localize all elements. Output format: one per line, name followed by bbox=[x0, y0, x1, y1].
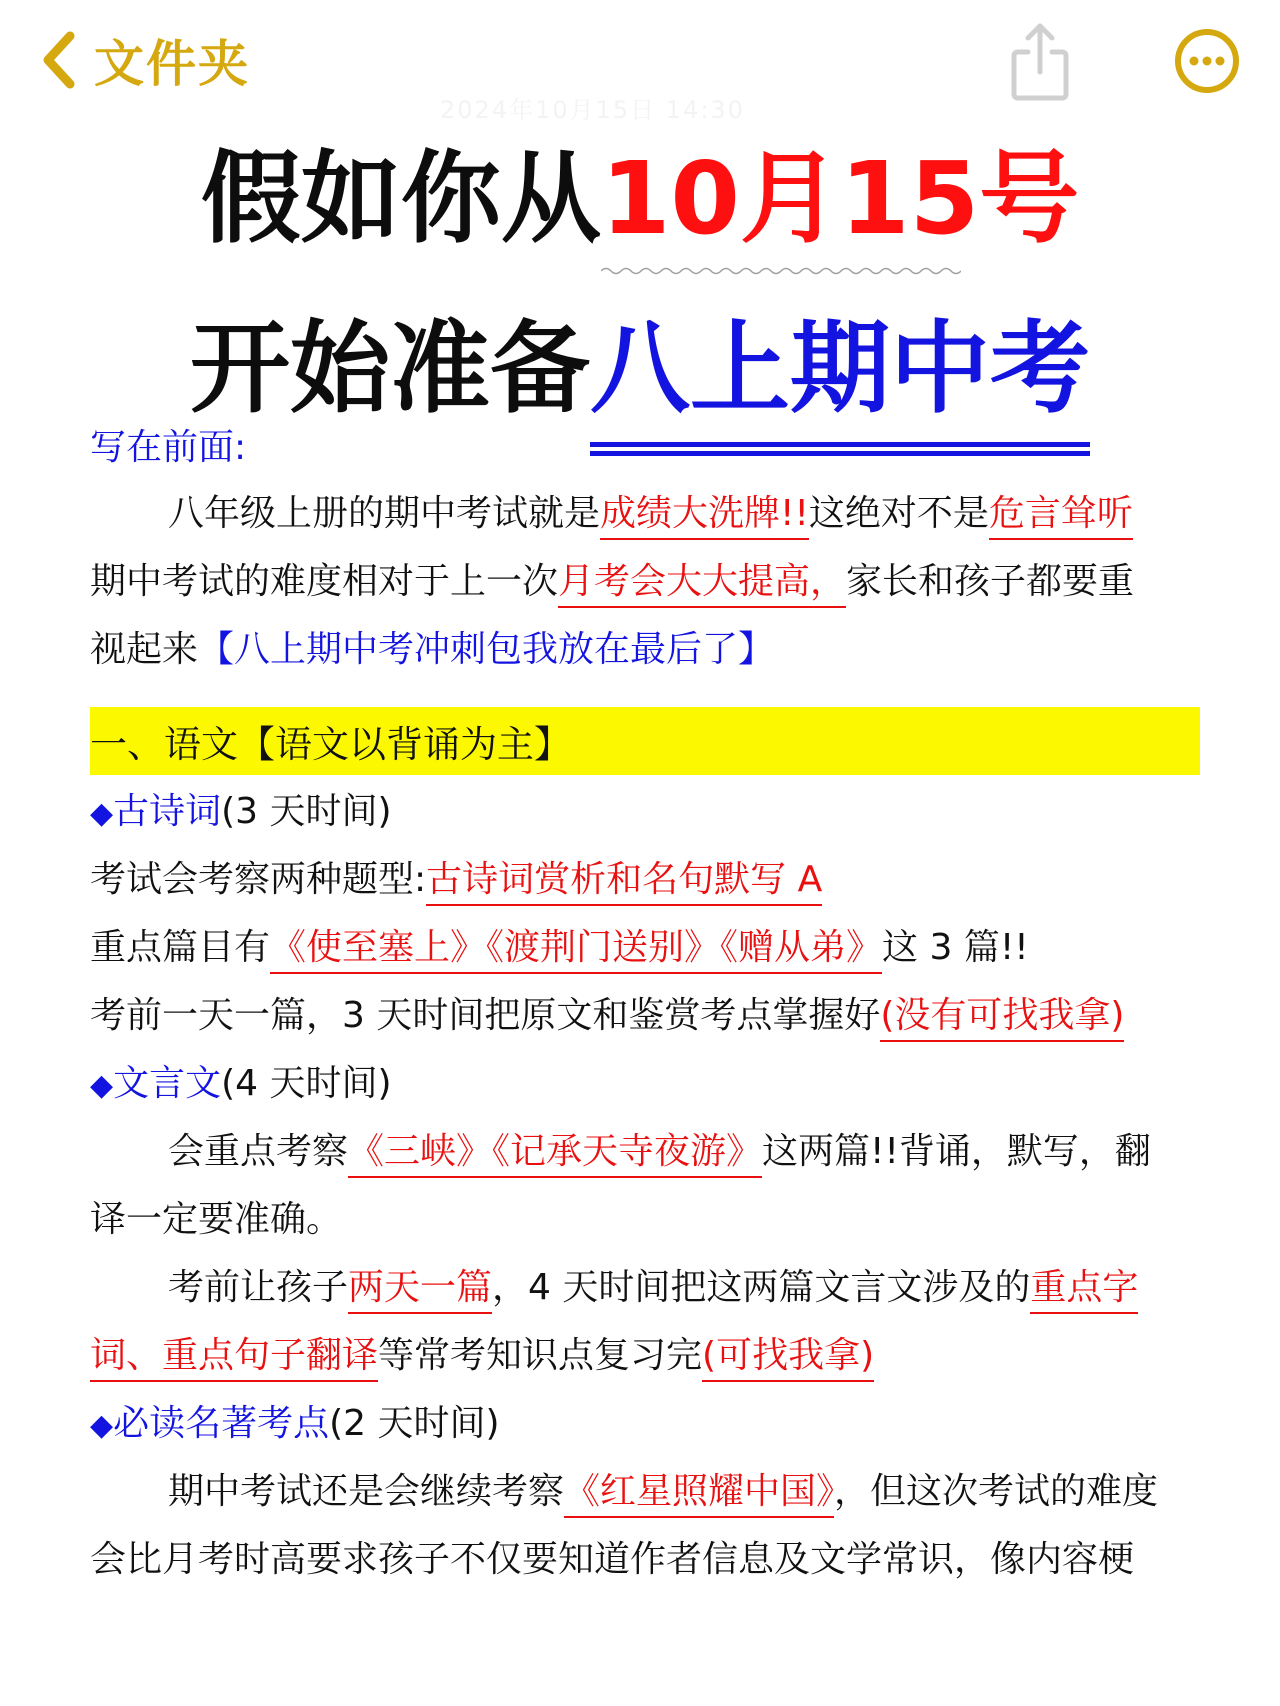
section-title-chinese: 一、语文【语文以背诵为主】 bbox=[90, 723, 571, 766]
text-span: 八年级上册的期中考试就是 bbox=[168, 493, 601, 534]
paragraph-line bbox=[168, 486, 1133, 542]
emphasis-span: 重点字 bbox=[1030, 1267, 1138, 1314]
back-button[interactable] bbox=[40, 28, 250, 92]
duration-text: (4 天时间) bbox=[221, 1063, 392, 1104]
emphasis-span: 词、重点句子翻译 bbox=[90, 1335, 378, 1382]
text-span: 期中考试还是会继续考察 bbox=[168, 1471, 565, 1512]
subsection-heading-classics bbox=[90, 1396, 500, 1452]
title-exam: 八上期中考 bbox=[590, 310, 1090, 427]
title-line-2-highlight bbox=[590, 288, 1090, 432]
emphasis-span: 月考会大大提高， bbox=[558, 561, 846, 608]
text-span: 考试会考察两种题型: bbox=[90, 859, 427, 900]
paragraph-line bbox=[90, 852, 822, 908]
subsection-title: 必读名著考点 bbox=[113, 1403, 330, 1444]
text-span: 期中考试的难度相对于上一次 bbox=[90, 561, 559, 602]
highlight-note: 【八上期中考冲刺包我放在最后了】 bbox=[198, 629, 775, 670]
diamond-bullet-icon: ◆ bbox=[90, 1408, 114, 1443]
emphasis-span: (可找我拿) bbox=[702, 1335, 874, 1382]
text-span: 考前让孩子 bbox=[168, 1267, 349, 1308]
text-span: ，但这次考试的难度 bbox=[834, 1471, 1159, 1512]
share-icon bbox=[1006, 18, 1074, 102]
paragraph-line: 会比月考时高要求孩子不仅要知道作者信息及文学常识，像内容梗 bbox=[90, 1539, 1135, 1580]
title-line-2-prefix: 开始准备 bbox=[190, 310, 590, 427]
more-icon bbox=[1174, 28, 1240, 94]
text-span: ，4 天时间把这两篇文言文涉及的 bbox=[492, 1267, 1031, 1308]
text-span: 等常考知识点复习完 bbox=[378, 1335, 703, 1376]
emphasis-span: (没有可找我拿) bbox=[880, 995, 1124, 1042]
wavy-underline bbox=[601, 266, 961, 276]
paragraph-line bbox=[90, 988, 1124, 1044]
duration-text: (3 天时间) bbox=[221, 791, 392, 832]
title-date: 10月15号 bbox=[600, 140, 1080, 257]
paragraph-line bbox=[168, 1124, 1151, 1180]
text-span: 这两篇!!背诵，默写，翻 bbox=[762, 1131, 1151, 1172]
note-timestamp: 2024年10月15日 14:30 bbox=[440, 96, 745, 124]
subsection-title: 古诗词 bbox=[113, 791, 222, 832]
emphasis-span: 成绩大洗牌!! bbox=[600, 493, 809, 540]
text-span: 这 3 篇!! bbox=[882, 927, 1029, 968]
back-label: 文件夹 bbox=[94, 35, 250, 93]
subsection-title: 文言文 bbox=[113, 1063, 222, 1104]
double-underline bbox=[590, 442, 1090, 456]
text-span: 家长和孩子都要重 bbox=[846, 561, 1135, 602]
subsection-heading-poetry bbox=[90, 784, 392, 840]
emphasis-span: 两天一篇 bbox=[348, 1267, 492, 1314]
more-options-button[interactable] bbox=[1174, 28, 1240, 94]
share-button[interactable] bbox=[1006, 18, 1074, 102]
emphasis-span: 危言耸听 bbox=[989, 493, 1133, 540]
text-span: 视起来 bbox=[90, 629, 199, 670]
subsection-heading-classical bbox=[90, 1056, 392, 1112]
paragraph-line bbox=[90, 554, 1134, 610]
top-nav-bar bbox=[0, 0, 1280, 124]
emphasis-span: 《三峡》《记承天寺夜游》 bbox=[348, 1131, 762, 1178]
paragraph-line: 译一定要准确。 bbox=[90, 1199, 343, 1240]
title-line-1 bbox=[0, 118, 1280, 262]
diamond-bullet-icon: ◆ bbox=[90, 1068, 114, 1103]
title-line-1-highlight bbox=[601, 118, 1079, 262]
title-line-1-prefix: 假如你从 bbox=[200, 140, 601, 257]
paragraph-line bbox=[90, 920, 1029, 976]
duration-text: (2 天时间) bbox=[329, 1403, 500, 1444]
paragraph-line bbox=[168, 1464, 1158, 1520]
paragraph-line bbox=[168, 1260, 1138, 1316]
text-span: 重点篇目有 bbox=[90, 927, 271, 968]
text-span: 考前一天一篇，3 天时间把原文和鉴赏考点掌握好 bbox=[90, 995, 881, 1036]
emphasis-span: 《使至塞上》《渡荆门送别》《赠从弟》 bbox=[270, 927, 882, 974]
diamond-bullet-icon: ◆ bbox=[90, 796, 114, 831]
emphasis-span: 古诗词赏析和名句默写 A bbox=[426, 859, 822, 906]
paragraph-line bbox=[90, 622, 774, 678]
title-line-2 bbox=[0, 288, 1280, 432]
text-span: 会重点考察 bbox=[168, 1131, 349, 1172]
paragraph-line bbox=[90, 1328, 874, 1384]
chevron-left-icon bbox=[40, 30, 76, 90]
text-span: 这绝对不是 bbox=[808, 493, 989, 534]
intro-heading: 写在前面: bbox=[90, 427, 247, 468]
emphasis-span: 《红星照耀中国》 bbox=[564, 1471, 834, 1518]
